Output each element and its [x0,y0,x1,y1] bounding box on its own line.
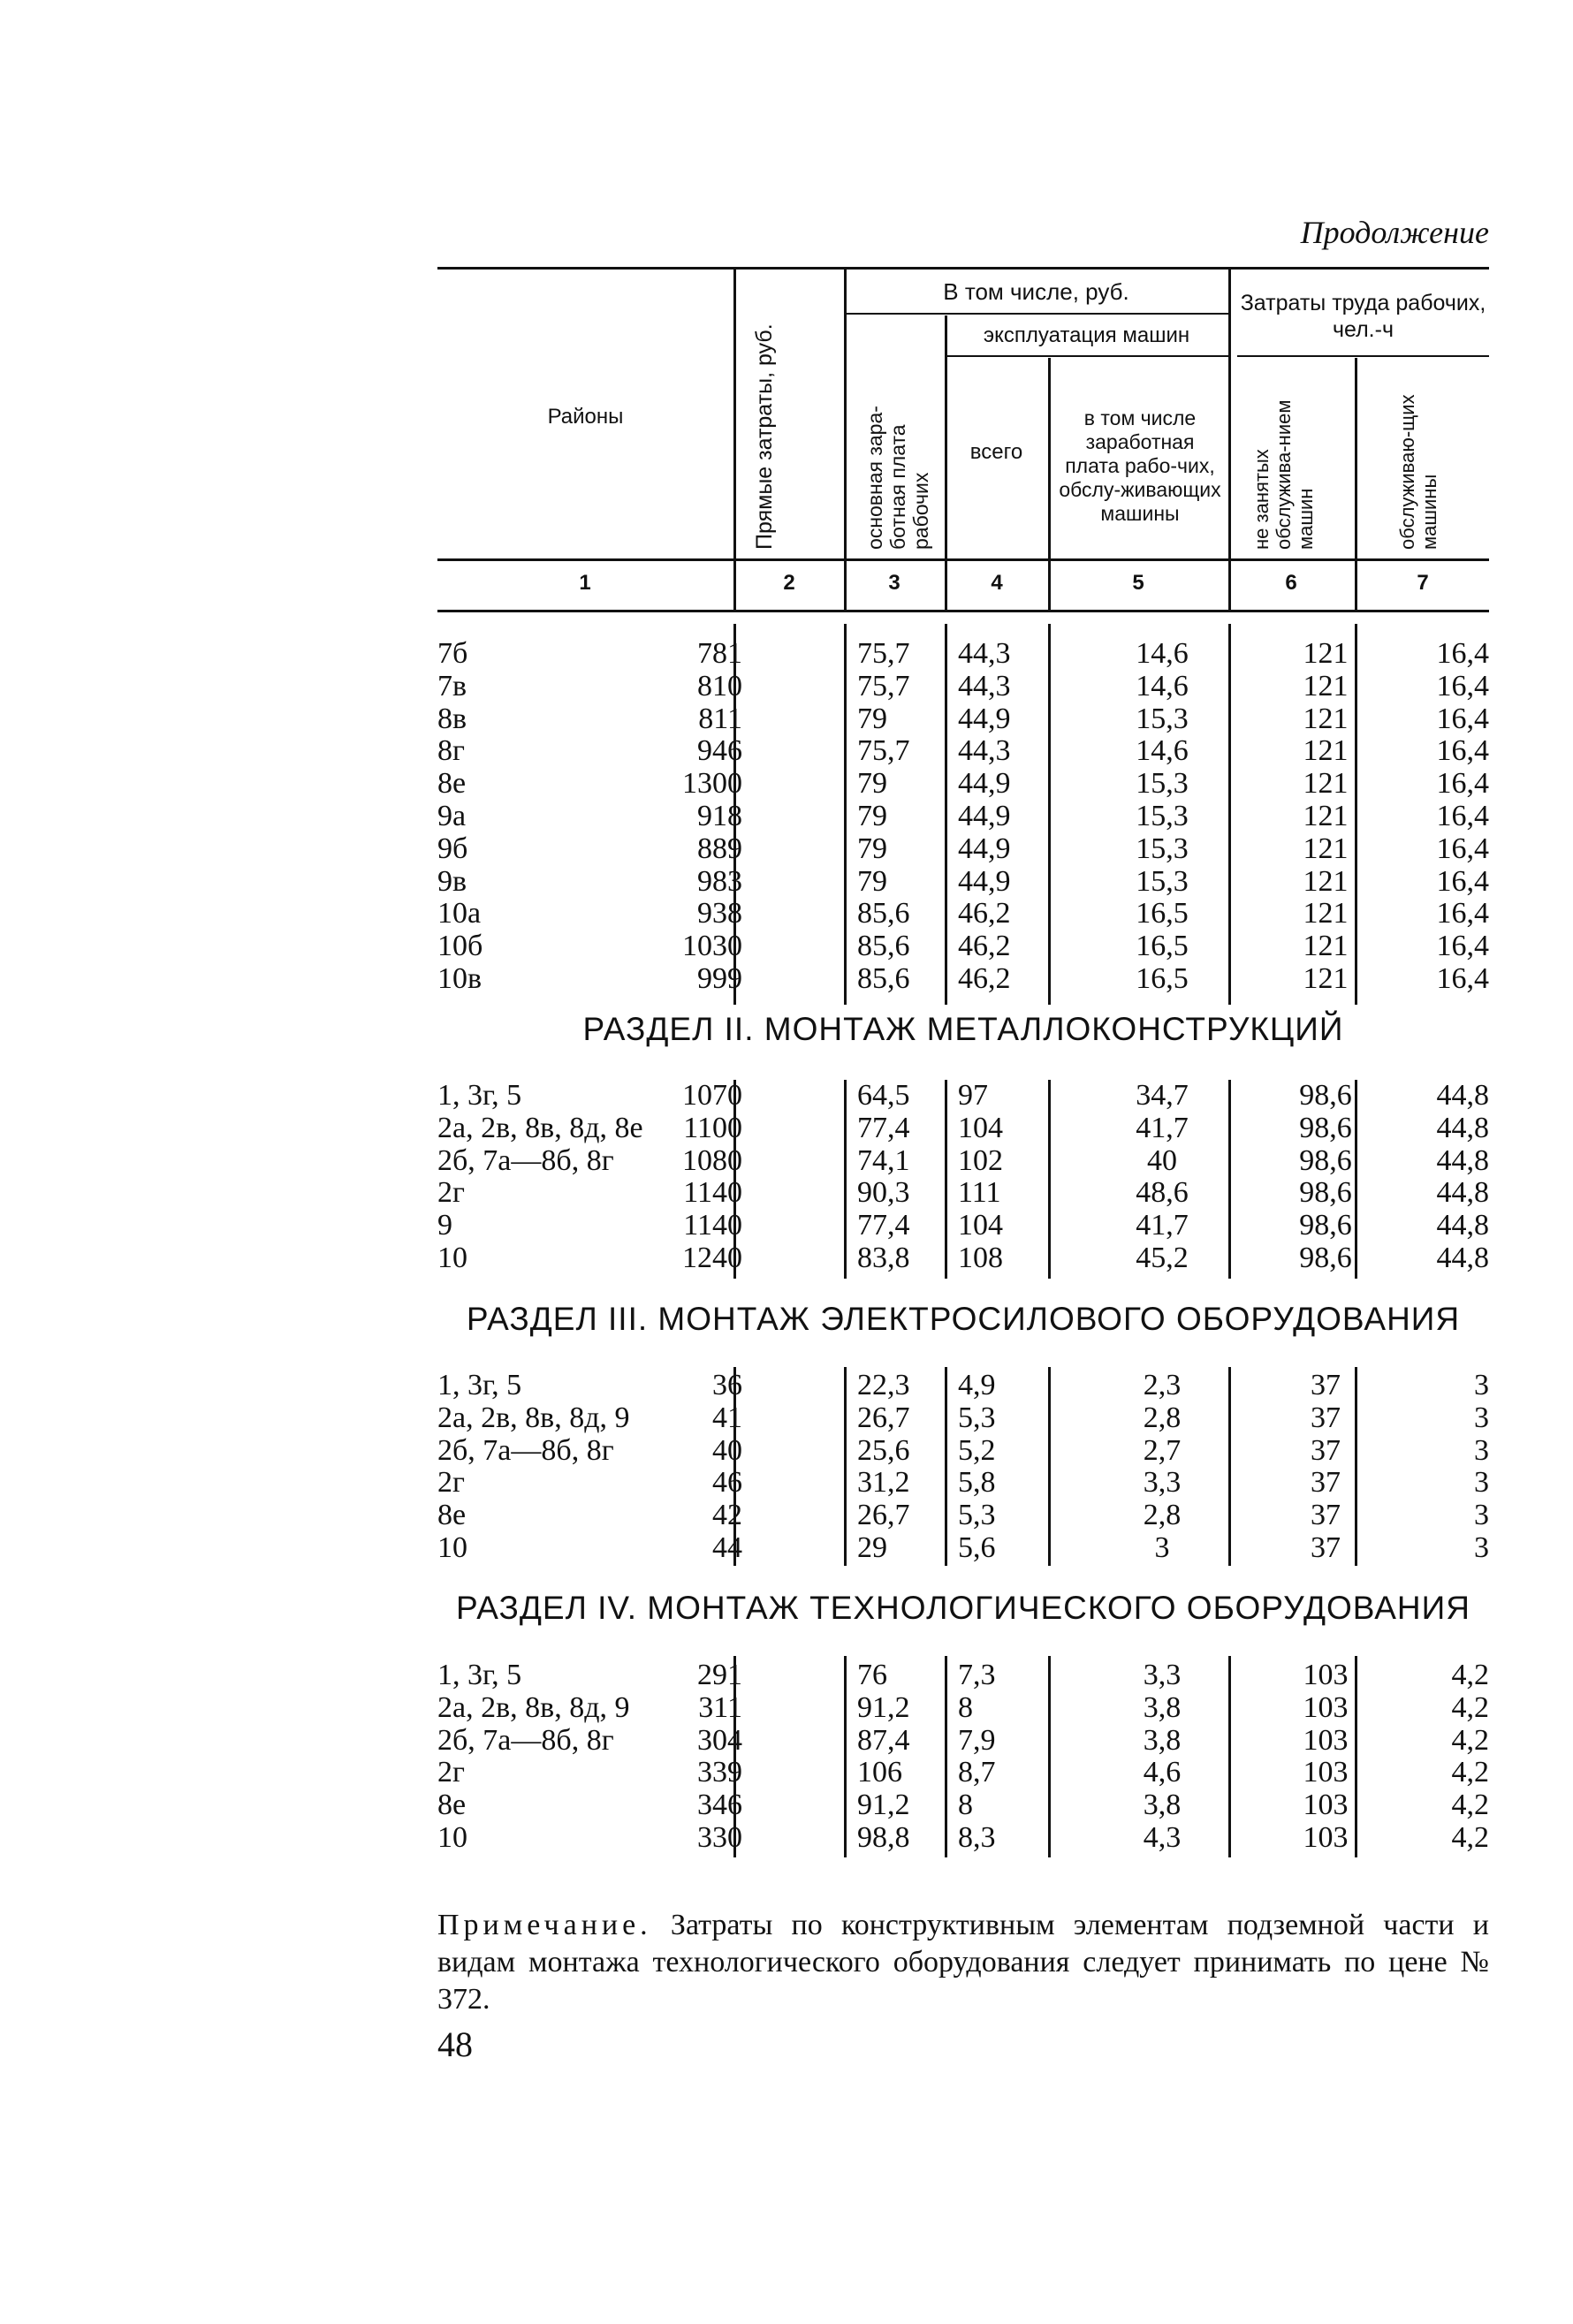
cell-region: 8е [437,767,467,801]
cell-machine-total: 46,2 [958,961,1011,995]
cell-machine-total: 102 [958,1143,1003,1177]
cell-machine-total: 7,3 [958,1659,996,1691]
cell-direct-costs: 311 [698,1690,742,1724]
cell-direct-costs: 41 [712,1401,742,1434]
cell-labor-machine: 44,8 [1436,1241,1489,1274]
cell-region: 2а, 2в, 8в, 8д, 9 [437,1690,630,1724]
table-row [437,1789,1489,1822]
cell-direct-costs: 291 [697,1659,742,1691]
cell-machine-wage: 2,3 [1143,1369,1182,1401]
colnum-2: 2 [783,571,795,595]
cell-region: 10а [437,897,482,930]
cell-machine-wage: 45,2 [1136,1241,1189,1274]
cell-labor-machine: 16,4 [1436,734,1489,768]
note-paragraph [437,1907,1489,2018]
header-machine-servicing: обслуживаю-щих машины [1396,394,1440,550]
table-row [437,1435,1489,1468]
cell-direct-costs: 938 [697,897,742,930]
cell-direct-costs: 1030 [682,930,742,963]
table-row [437,1210,1489,1242]
cell-labor-machine: 16,4 [1436,767,1489,801]
table-row [437,1113,1489,1145]
cell-direct-costs: 1300 [682,767,742,801]
table-row [437,1402,1489,1435]
cell-labor-not-machine: 37 [1311,1369,1341,1401]
page-number: 48 [437,2024,473,2064]
cell-labor-not-machine: 98,6 [1299,1176,1352,1210]
cell-region: 2г [437,1466,465,1500]
colnum-3: 3 [888,571,900,595]
cell-base-wage: 85,6 [857,897,910,930]
table-row [437,1177,1489,1210]
cell-machine-wage: 41,7 [1136,1209,1189,1242]
section-4-rows [437,1659,1489,1855]
cell-machine-total: 108 [958,1241,1003,1274]
cell-machine-wage: 15,3 [1136,799,1189,832]
cell-region: 10 [437,1530,467,1564]
cell-labor-not-machine: 121 [1303,767,1349,801]
table-row [437,768,1489,801]
incl-rub-underline [844,313,1228,315]
cell-machine-wage: 3,3 [1143,1466,1182,1500]
cell-region: 8е [437,1789,467,1822]
colnum-1: 1 [579,571,591,595]
cell-labor-not-machine: 121 [1303,702,1349,735]
cell-base-wage: 79 [857,702,887,735]
cost-table [437,267,1489,1875]
cell-direct-costs: 999 [697,961,742,995]
cell-machine-wage: 3 [1154,1530,1170,1564]
cell-labor-not-machine: 121 [1303,930,1349,963]
cell-labor-machine: 16,4 [1436,669,1489,703]
cell-machine-total: 5,6 [958,1530,996,1564]
section-1-rows [437,638,1489,996]
table-row [437,801,1489,833]
cell-base-wage: 91,2 [857,1690,910,1724]
cell-region: 2б, 7а—8б, 8г [437,1723,614,1757]
cell-direct-costs: 304 [697,1723,742,1757]
cell-machine-total: 7,9 [958,1723,996,1757]
cell-machine-total: 104 [958,1111,1003,1144]
table-row [437,1467,1489,1500]
cell-labor-not-machine: 37 [1311,1466,1341,1500]
cell-base-wage: 98,8 [857,1820,910,1854]
cell-base-wage: 79 [857,832,887,865]
header-regions: Районы [547,405,624,429]
cell-direct-costs: 40 [712,1433,742,1467]
cell-direct-costs: 810 [697,669,742,703]
cell-labor-not-machine: 98,6 [1299,1111,1352,1144]
cell-labor-machine: 44,8 [1436,1143,1489,1177]
cell-labor-machine: 4,2 [1451,1756,1489,1789]
header-machine-operation: эксплуатация машин [983,323,1190,347]
labor-underline [1237,355,1489,357]
cell-base-wage: 22,3 [857,1369,910,1401]
cell-machine-total: 44,3 [958,669,1011,703]
cell-labor-not-machine: 37 [1311,1433,1341,1467]
table-row [437,1080,1489,1113]
cell-region: 9 [437,1209,452,1242]
cell-machine-wage: 16,5 [1136,930,1189,963]
cell-direct-costs: 781 [697,637,742,670]
cell-direct-costs: 918 [697,799,742,832]
cell-region: 10б [437,930,483,963]
colnum-7: 7 [1417,571,1429,595]
cell-direct-costs: 42 [712,1499,742,1532]
cell-region: 2а, 2в, 8в, 8д, 9 [437,1401,630,1434]
cell-machine-wage: 15,3 [1136,832,1189,865]
colnum-bottom-rule [437,610,1489,612]
cell-labor-machine: 44,8 [1436,1079,1489,1112]
cell-labor-machine: 3 [1474,1466,1489,1500]
table-row [437,930,1489,963]
cell-region: 9б [437,832,468,865]
cell-labor-not-machine: 121 [1303,637,1349,670]
cell-machine-wage: 2,8 [1143,1401,1182,1434]
cell-direct-costs: 44 [712,1530,742,1564]
table-row [437,1242,1489,1275]
cell-labor-machine: 16,4 [1436,897,1489,930]
section-3-rows [437,1370,1489,1565]
cell-machine-wage: 40 [1147,1143,1177,1177]
cell-machine-wage: 14,6 [1136,637,1189,670]
section-3-title: РАЗДЕЛ III. МОНТАЖ ЭЛЕКТРОСИЛОВОГО ОБОРУДОВАНИЯ [466,1301,1461,1337]
cell-direct-costs: 346 [697,1789,742,1822]
cell-machine-wage: 34,7 [1136,1079,1189,1112]
cell-region: 10 [437,1820,467,1854]
cell-labor-not-machine: 103 [1303,1659,1349,1691]
cell-base-wage: 31,2 [857,1466,910,1500]
cell-labor-not-machine: 98,6 [1299,1143,1352,1177]
cell-direct-costs: 946 [697,734,742,768]
hdr-vline-2 [844,267,847,611]
cell-labor-machine: 16,4 [1436,864,1489,898]
cell-direct-costs: 1240 [682,1241,742,1274]
header-total: всего [969,440,1023,464]
table-row [437,638,1489,671]
cell-labor-machine: 4,2 [1451,1690,1489,1724]
cell-machine-total: 5,3 [958,1499,996,1532]
cell-base-wage: 85,6 [857,930,910,963]
cell-labor-machine: 16,4 [1436,637,1489,670]
cell-labor-machine: 3 [1474,1369,1489,1401]
cell-labor-machine: 44,8 [1436,1209,1489,1242]
table-row [437,963,1489,996]
cell-machine-total: 104 [958,1209,1003,1242]
table-row [437,1370,1489,1402]
hdr-vline-5 [1228,267,1231,611]
cell-labor-machine: 16,4 [1436,799,1489,832]
cell-labor-not-machine: 98,6 [1299,1209,1352,1242]
cell-machine-total: 4,9 [958,1369,996,1401]
hdr-vline-4 [1048,358,1051,611]
table-row [437,1532,1489,1565]
table-row [437,735,1489,768]
cell-base-wage: 79 [857,799,887,832]
cell-machine-wage: 15,3 [1136,864,1189,898]
header-not-machine: не занятых обслужива-нием машин [1250,399,1317,550]
cell-direct-costs: 339 [697,1756,742,1789]
table-row [437,866,1489,899]
cell-machine-wage: 16,5 [1136,961,1189,995]
header-base-wage: основная зара-ботная плата рабочих [863,406,932,550]
cell-machine-total: 8,3 [958,1820,996,1854]
cell-base-wage: 90,3 [857,1176,910,1210]
cell-machine-wage: 41,7 [1136,1111,1189,1144]
table-row [437,1659,1489,1692]
cell-labor-not-machine: 121 [1303,832,1349,865]
cell-machine-total: 44,9 [958,864,1011,898]
cell-labor-not-machine: 121 [1303,734,1349,768]
cell-machine-total: 97 [958,1079,988,1112]
cell-base-wage: 91,2 [857,1789,910,1822]
cell-machine-wage: 15,3 [1136,702,1189,735]
cell-region: 7в [437,669,467,703]
cell-machine-total: 8 [958,1690,973,1724]
cell-labor-not-machine: 98,6 [1299,1079,1352,1112]
cell-labor-not-machine: 121 [1303,961,1349,995]
cell-base-wage: 26,7 [857,1401,910,1434]
cell-region: 8е [437,1499,467,1532]
cell-region: 2а, 2в, 8в, 8д, 8е [437,1111,643,1144]
cell-labor-not-machine: 37 [1311,1530,1341,1564]
cell-region: 1, 3г, 5 [437,1369,522,1401]
cell-machine-total: 46,2 [958,930,1011,963]
cell-labor-machine: 3 [1474,1499,1489,1532]
cell-labor-machine: 3 [1474,1433,1489,1467]
cell-labor-not-machine: 103 [1303,1756,1349,1789]
cell-machine-total: 44,9 [958,832,1011,865]
cell-labor-machine: 16,4 [1436,832,1489,865]
cell-direct-costs: 46 [712,1466,742,1500]
cell-labor-machine: 16,4 [1436,930,1489,963]
cell-machine-wage: 3,3 [1143,1659,1182,1691]
cell-region: 2б, 7а—8б, 8г [437,1433,614,1467]
hdr-vline-6 [1355,358,1357,611]
cell-labor-machine: 4,2 [1451,1820,1489,1854]
table-row [437,1725,1489,1758]
cell-machine-wage: 15,3 [1136,767,1189,801]
cell-labor-not-machine: 121 [1303,864,1349,898]
cell-machine-wage: 48,6 [1136,1176,1189,1210]
cell-machine-wage: 4,6 [1143,1756,1182,1789]
cell-direct-costs: 889 [697,832,742,865]
cell-region: 10в [437,961,483,995]
cell-labor-machine: 16,4 [1436,702,1489,735]
cell-region: 9а [437,799,467,832]
header-incl-wage-machine: в том числе заработная плата рабо-чих, обслу-живающих машины [1059,406,1221,525]
cell-machine-wage: 3,8 [1143,1789,1182,1822]
cell-machine-wage: 3,8 [1143,1690,1182,1724]
cell-region: 2б, 7а—8б, 8г [437,1143,614,1177]
cell-labor-machine: 3 [1474,1530,1489,1564]
cell-labor-not-machine: 37 [1311,1499,1341,1532]
colnum-4: 4 [991,571,1003,595]
table-row [437,1145,1489,1178]
cell-machine-wage: 14,6 [1136,734,1189,768]
cell-labor-not-machine: 103 [1303,1723,1349,1757]
header-labor-costs: Затраты труда рабочих, чел.-ч [1240,291,1486,342]
cell-labor-not-machine: 121 [1303,799,1349,832]
cell-machine-wage: 2,8 [1143,1499,1182,1532]
section-2-title: РАЗДЕЛ II. МОНТАЖ МЕТАЛЛОКОНСТРУКЦИЙ [582,1011,1344,1047]
cell-machine-total: 8 [958,1789,973,1822]
table-row [437,833,1489,866]
cell-machine-total: 5,8 [958,1466,996,1500]
header-direct-costs: Прямые затраты, руб. [752,323,777,550]
continuation-label: Продолжение [1300,215,1489,250]
cell-machine-wage: 14,6 [1136,669,1189,703]
header-incl-rub: В том числе, руб. [943,278,1129,305]
machine-op-underline [945,355,1228,357]
cell-labor-not-machine: 98,6 [1299,1241,1352,1274]
cell-base-wage: 85,6 [857,961,910,995]
table-row [437,703,1489,736]
cell-base-wage: 74,1 [857,1143,910,1177]
cell-machine-total: 44,9 [958,799,1011,832]
table-row [437,898,1489,930]
colnum-6: 6 [1285,571,1297,595]
cell-machine-total: 44,9 [958,767,1011,801]
cell-labor-machine: 4,2 [1451,1723,1489,1757]
cell-region: 2г [437,1756,465,1789]
table-row [437,1500,1489,1532]
cell-machine-wage: 4,3 [1143,1820,1182,1854]
table-row [437,1757,1489,1789]
table-row [437,1692,1489,1725]
cell-base-wage: 76 [857,1659,887,1691]
cell-direct-costs: 1140 [683,1209,742,1242]
cell-base-wage: 79 [857,767,887,801]
table-row [437,1822,1489,1855]
cell-labor-not-machine: 121 [1303,669,1349,703]
cell-direct-costs: 983 [697,864,742,898]
cell-machine-total: 46,2 [958,897,1011,930]
note-label: Примечание. [437,1909,652,1941]
header-bottom-rule [437,558,1489,561]
cell-machine-wage: 2,7 [1143,1433,1182,1467]
cell-machine-total: 44,3 [958,637,1011,670]
cell-region: 1, 3г, 5 [437,1659,522,1691]
cell-region: 8г [437,734,465,768]
cell-labor-not-machine: 37 [1311,1401,1341,1434]
cell-region: 8в [437,702,467,735]
cell-labor-not-machine: 103 [1303,1789,1349,1822]
section-2-rows [437,1080,1489,1275]
cell-machine-wage: 16,5 [1136,897,1189,930]
cell-machine-total: 8,7 [958,1756,996,1789]
cell-machine-total: 5,3 [958,1401,996,1434]
cell-labor-not-machine: 121 [1303,897,1349,930]
cell-labor-machine: 44,8 [1436,1176,1489,1210]
cell-region: 9в [437,864,467,898]
cell-machine-total: 111 [958,1176,1001,1210]
cell-base-wage: 75,7 [857,669,910,703]
cell-base-wage: 106 [857,1756,902,1789]
cell-region: 7б [437,637,468,670]
cell-direct-costs: 330 [697,1820,742,1854]
cell-base-wage: 77,4 [857,1209,910,1242]
cell-machine-total: 44,9 [958,702,1011,735]
cell-direct-costs: 36 [712,1369,742,1401]
cell-region: 10 [437,1241,467,1274]
cell-base-wage: 79 [857,864,887,898]
section-4-title: РАЗДЕЛ IV. МОНТАЖ ТЕХНОЛОГИЧЕСКОГО ОБОРУДОВАНИЯ [456,1590,1470,1626]
cell-base-wage: 87,4 [857,1723,910,1757]
cell-machine-wage: 3,8 [1143,1723,1182,1757]
cell-direct-costs: 1100 [683,1111,742,1144]
colnum-5: 5 [1132,571,1144,595]
cell-labor-machine: 3 [1474,1401,1489,1434]
cell-base-wage: 75,7 [857,734,910,768]
cell-labor-not-machine: 103 [1303,1820,1349,1854]
cell-region: 1, 3г, 5 [437,1079,522,1112]
cell-base-wage: 77,4 [857,1111,910,1144]
cell-base-wage: 25,6 [857,1433,910,1467]
cell-base-wage: 75,7 [857,637,910,670]
cell-region: 2г [437,1176,465,1210]
cell-labor-machine: 44,8 [1436,1111,1489,1144]
cell-machine-total: 44,3 [958,734,1011,768]
cell-labor-machine: 16,4 [1436,961,1489,995]
table-row [437,671,1489,703]
cell-labor-not-machine: 103 [1303,1690,1349,1724]
hdr-vline-1 [733,267,736,611]
table-top-rule [437,267,1489,270]
cell-direct-costs: 1070 [682,1079,742,1112]
cell-machine-total: 5,2 [958,1433,996,1467]
note-text: Затраты по конструктивным элементам подземной части и видам монтажа технологического оборудования следует принимать по цене № 372. [437,1909,1490,2016]
cell-direct-costs: 1080 [682,1143,742,1177]
cell-base-wage: 64,5 [857,1079,910,1112]
cell-labor-machine: 4,2 [1451,1659,1489,1691]
cell-base-wage: 29 [857,1530,887,1564]
cell-direct-costs: 811 [698,702,742,735]
cell-labor-machine: 4,2 [1451,1789,1489,1822]
cell-base-wage: 83,8 [857,1241,910,1274]
cell-direct-costs: 1140 [683,1176,742,1210]
cell-base-wage: 26,7 [857,1499,910,1532]
